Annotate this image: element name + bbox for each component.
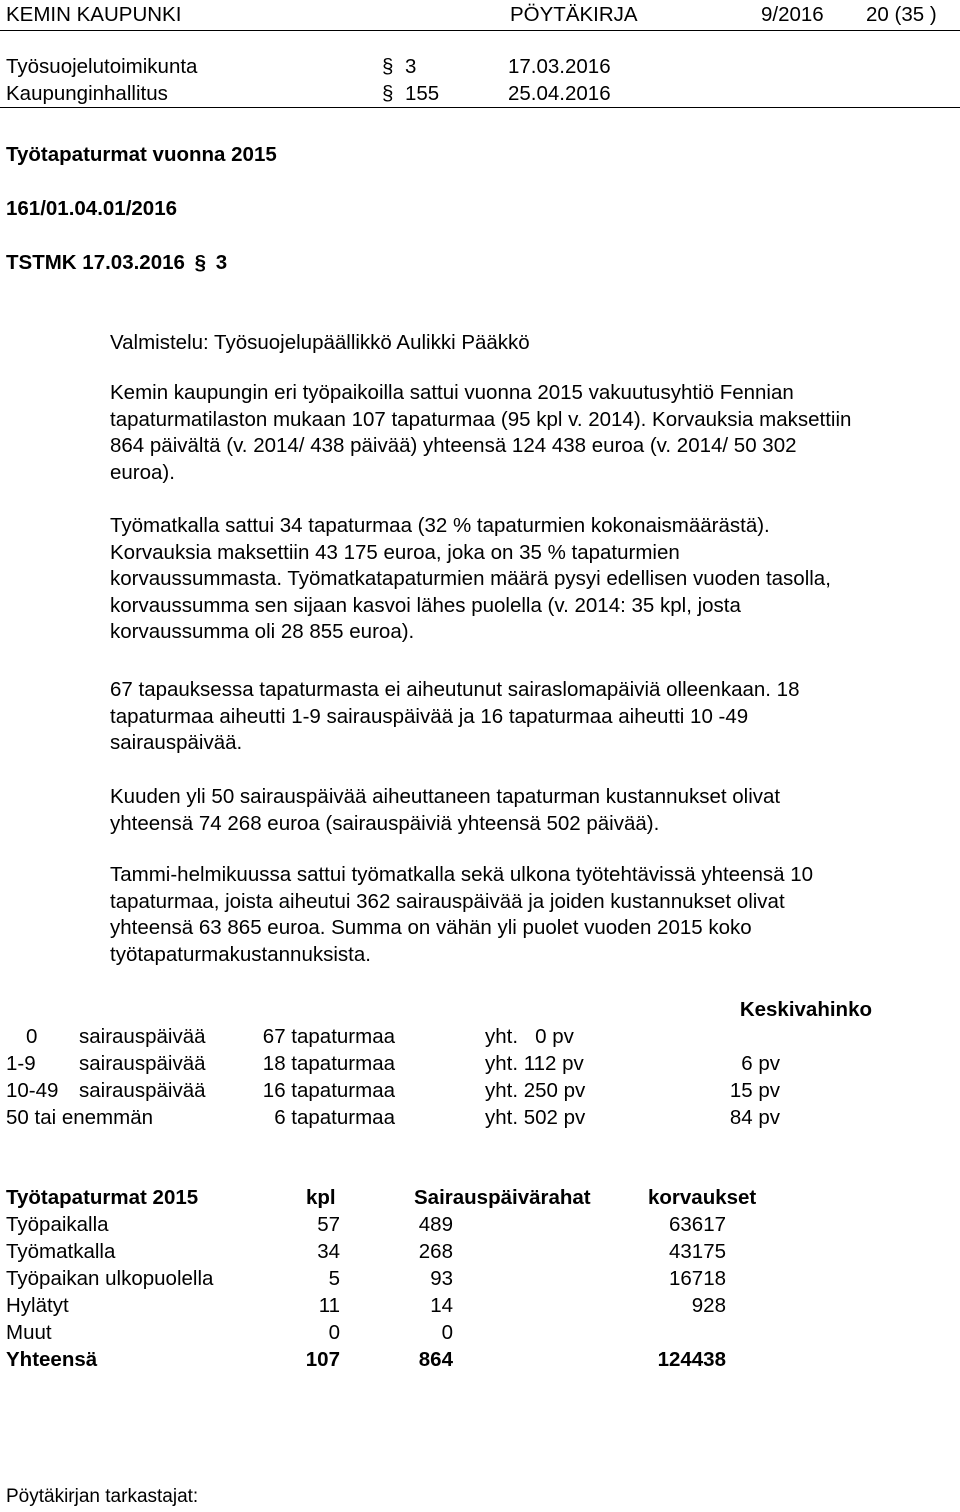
body-name: Työsuojelutoimikunta bbox=[6, 55, 198, 78]
unit-cell: sairauspäivää bbox=[79, 1079, 206, 1102]
sickpay-cell: 14 bbox=[430, 1294, 453, 1317]
header-rule bbox=[0, 30, 960, 31]
category-cell: Hylätyt bbox=[6, 1294, 69, 1317]
sickpay-cell: 93 bbox=[430, 1267, 453, 1290]
total-cell: yht. 112 pv bbox=[485, 1052, 584, 1075]
count-cell: 11 bbox=[318, 1294, 340, 1317]
compensation-cell: 63617 bbox=[668, 1213, 726, 1236]
paragraph-line: yhteensä 74 268 euroa (sairauspäiviä yhteensä 502 päivää). bbox=[110, 811, 660, 835]
compensation-cell: 124438 bbox=[657, 1348, 726, 1371]
compensation-cell: 928 bbox=[691, 1294, 726, 1317]
sickpay-cell: 0 bbox=[441, 1321, 453, 1344]
org-name: KEMIN KAUPUNKI bbox=[6, 3, 182, 26]
paragraph-line: Kuuden yli 50 sairauspäivää aiheuttaneen tapaturman kustannukset olivat bbox=[110, 785, 781, 808]
paragraph-line: sairauspäivää. bbox=[110, 731, 243, 754]
table-header-avg: Keskivahinko bbox=[739, 998, 872, 1021]
paragraph-line: Tammi-helmikuussa sattui työmatkalla sekä ulkona työtehtävissä yhteensä 10 bbox=[110, 863, 814, 886]
count-cell: 107 bbox=[305, 1348, 340, 1371]
paragraph bbox=[110, 380, 940, 486]
header-cell: Työtapaturmat 2015 bbox=[6, 1186, 199, 1209]
accidents-cell: 16 tapaturmaa bbox=[262, 1079, 395, 1102]
count-cell: 5 bbox=[328, 1267, 340, 1290]
doc-type: PÖYTÄKIRJA bbox=[510, 3, 638, 26]
paragraph-line: työtapaturmakustannuksista. bbox=[110, 942, 371, 966]
paragraph-line: 864 päivältä (v. 2014/ 438 päivää) yhteensä 124 438 euroa (v. 2014/ 50 302 bbox=[110, 434, 797, 457]
reference-number: 161/01.04.01/2016 bbox=[6, 197, 177, 220]
doc-number: 9/2016 bbox=[761, 3, 824, 26]
paragraph bbox=[110, 862, 940, 968]
page-number: 20 (35 ) bbox=[866, 3, 937, 26]
avg-cell: 84 pv bbox=[729, 1106, 780, 1129]
preparer-line: Valmistelu: Työsuojelupäällikkö Aulikki Pääkkö bbox=[110, 331, 530, 354]
paragraph-line: Kemin kaupungin eri työpaikoilla sattui vuonna 2015 vakuutusyhtiö Fennian bbox=[110, 381, 794, 404]
count-cell: 0 bbox=[328, 1321, 340, 1344]
sickpay-cell: 489 bbox=[418, 1213, 453, 1236]
paragraph-line: 67 tapauksessa tapaturmasta ei aiheutunut sairaslomapäiviä olleenkaan. 18 bbox=[110, 678, 800, 701]
category-cell: Muut bbox=[6, 1321, 52, 1344]
compensation-cell: 16718 bbox=[668, 1267, 726, 1290]
accidents-cell: 67 tapaturmaa bbox=[262, 1025, 395, 1048]
paragraph bbox=[110, 784, 940, 837]
section-number: 3 bbox=[215, 251, 228, 274]
reviewers-label: Pöytäkirjan tarkastajat: bbox=[6, 1486, 199, 1507]
category-cell: Työmatkalla bbox=[6, 1240, 116, 1263]
paragraph-line: yhteensä 63 865 euroa. Summa on vähän yli puolet vuoden 2015 koko bbox=[110, 916, 752, 939]
sickpay-cell: 268 bbox=[418, 1240, 453, 1263]
section-mark: § bbox=[382, 55, 394, 78]
paragraph-line: tapaturmaa aiheutti 1-9 sairauspäivää ja 16 tapaturmaa aiheutti 10 -49 bbox=[110, 704, 749, 728]
prior-item-label: TSTMK 17.03.2016 bbox=[6, 251, 185, 274]
paragraph-line: korvaussumma oli 28 855 euroa). bbox=[110, 620, 415, 643]
unit-cell: sairauspäivää bbox=[79, 1025, 206, 1048]
count-cell: 57 bbox=[317, 1213, 340, 1236]
range-cell: 10-49 bbox=[6, 1079, 59, 1102]
sickpay-cell: 864 bbox=[418, 1348, 453, 1371]
total-cell: yht. 0 pv bbox=[485, 1025, 574, 1048]
avg-cell: 6 pv bbox=[741, 1052, 780, 1075]
header-cell: kpl bbox=[306, 1186, 336, 1209]
avg-cell: 15 pv bbox=[729, 1079, 780, 1102]
paragraph bbox=[110, 513, 940, 646]
total-cell: yht. 250 pv bbox=[485, 1079, 586, 1102]
category-cell: Työpaikalla bbox=[6, 1213, 109, 1236]
page-title: Työtapaturmat vuonna 2015 bbox=[6, 143, 277, 166]
paragraph-line: tapaturmaa, joista aiheutui 362 sairauspäivää ja joiden kustannukset olivat bbox=[110, 889, 785, 913]
unit-cell: sairauspäivää bbox=[79, 1052, 206, 1075]
range-cell: 1-9 bbox=[6, 1052, 36, 1075]
compensation-cell: 43175 bbox=[668, 1240, 726, 1263]
section-number: 3 bbox=[405, 55, 417, 78]
header-cell: korvaukset bbox=[648, 1186, 757, 1209]
count-cell: 34 bbox=[317, 1240, 340, 1263]
category-cell: Yhteensä bbox=[6, 1348, 98, 1371]
paragraph-line: tapaturmatilaston mukaan 107 tapaturmaa (95 kpl v. 2014). Korvauksia maksettiin bbox=[110, 407, 852, 431]
header-cell: Sairauspäivärahat bbox=[414, 1186, 591, 1209]
accidents-cell: 18 tapaturmaa bbox=[262, 1052, 395, 1075]
section-mark: § bbox=[382, 82, 394, 105]
prior-item bbox=[6, 253, 227, 274]
section-number: 155 bbox=[405, 82, 440, 105]
paragraph-line: Työmatkalla sattui 34 tapaturmaa (32 % tapaturmien kokonaismäärästä). bbox=[110, 514, 770, 537]
body-name: Kaupunginhallitus bbox=[6, 82, 168, 105]
category-cell: Työpaikan ulkopuolella bbox=[6, 1267, 214, 1290]
paragraph-line: korvaussummasta. Työmatkatapaturmien määrä pysyi edellisen vuoden tasolla, bbox=[110, 567, 831, 590]
range-cell: 0 bbox=[26, 1025, 38, 1048]
bodies-rule bbox=[0, 107, 960, 108]
paragraph bbox=[110, 677, 940, 757]
range-cell: 50 tai enemmän bbox=[6, 1106, 154, 1129]
accidents-cell: 6 tapaturmaa bbox=[274, 1106, 395, 1129]
paragraph-line: Korvauksia maksettiin 43 175 euroa, joka on 35 % tapaturmien bbox=[110, 540, 680, 564]
paragraph-line: euroa). bbox=[110, 460, 175, 484]
section-mark: § bbox=[194, 251, 207, 274]
total-cell: yht. 502 pv bbox=[485, 1106, 586, 1129]
paragraph-line: korvaussumma sen sijaan kasvoi lähes puolella (v. 2014: 35 kpl, josta bbox=[110, 593, 741, 617]
meeting-date: 17.03.2016 bbox=[508, 55, 611, 78]
meeting-date: 25.04.2016 bbox=[508, 82, 611, 105]
